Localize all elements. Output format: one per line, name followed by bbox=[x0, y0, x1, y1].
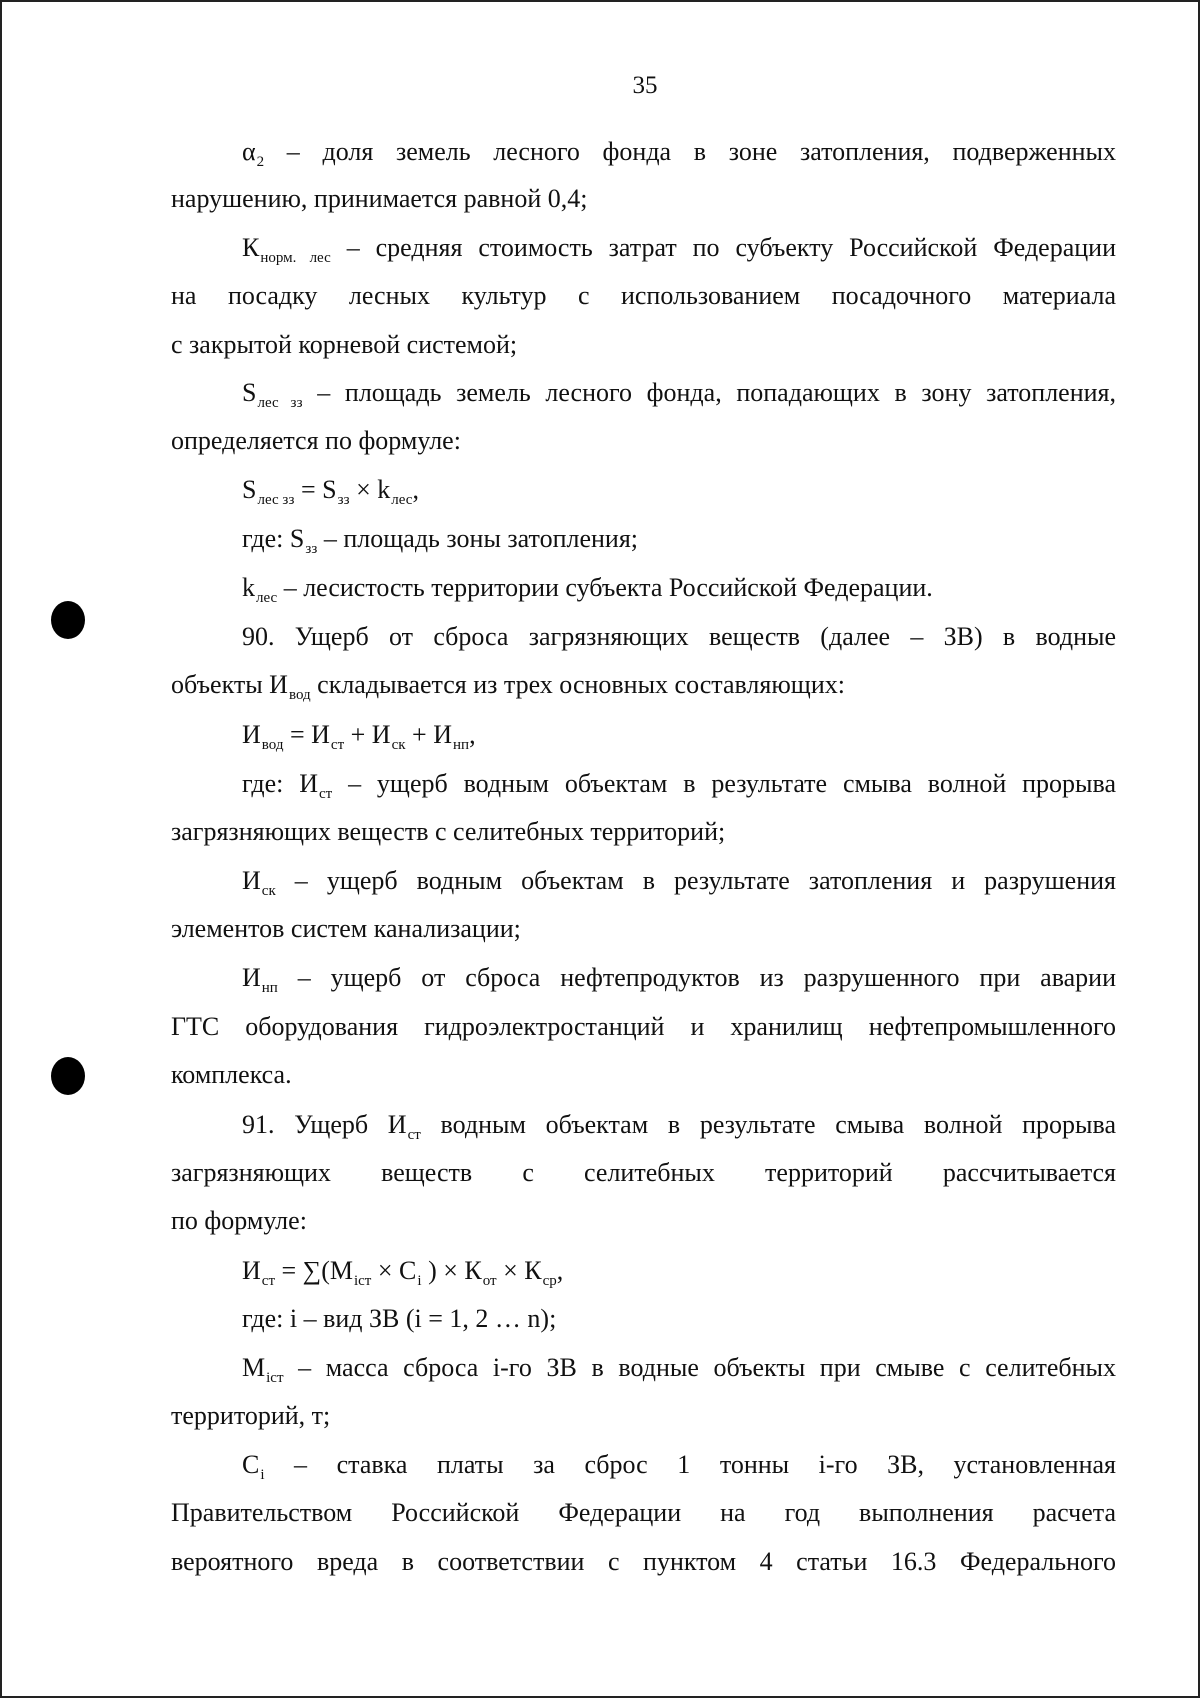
ci-line-2: Правительством Российской Федерации на год выполнения расчета bbox=[171, 1498, 1116, 1527]
formula-sles: $S_{лес зз} = S_{зз} \times k_{лес}$, bbox=[242, 475, 419, 508]
mist-line-1: $M_{iст}$ – масса сброса i-го ЗВ в водные объекты при смыве с селитебных bbox=[242, 1353, 1116, 1386]
p90-line-1: 90. Ущерб от сброса загрязняющих веществ (далее – ЗВ) в водные bbox=[242, 622, 1116, 651]
p91-line-3: по формуле: bbox=[171, 1206, 307, 1235]
where-szz: где: $S_{зз}$ – площадь зоны затопления; bbox=[242, 524, 639, 557]
p91-line-2: загрязняющих веществ с селитебных территорий рассчитывается bbox=[171, 1158, 1116, 1187]
where-ist-line-2: загрязняющих веществ с селитебных территорий; bbox=[171, 817, 726, 846]
inp-line-2: ГТС оборудования гидроэлектростанций и хранилищ нефтепромышленного bbox=[171, 1012, 1116, 1041]
knorm-line-1: $К_{норм. лес}$ – средняя стоимость затрат по субъекту Российской Федерации bbox=[242, 233, 1116, 266]
isk-line-1: $И_{ск}$ – ущерб водным объектам в результате затопления и разрушения bbox=[242, 866, 1116, 899]
inp-line-1: $И_{нп}$ – ущерб от сброса нефтепродуктов из разрушенного при аварии bbox=[242, 963, 1116, 996]
ci-line-1: $C_i$ – ставка платы за сброс 1 тонны i-го ЗВ, установленная bbox=[242, 1450, 1116, 1483]
where-ist-line-1: где: $И_{ст}$ – ущерб водным объектам в результате смыва волной прорыва bbox=[242, 769, 1116, 802]
where-i: где: i – вид ЗВ (i = 1, 2 … n); bbox=[242, 1304, 557, 1333]
alpha2-line-2: нарушению, принимается равной 0,4; bbox=[171, 184, 588, 213]
ci-line-3: вероятного вреда в соответствии с пунктом 4 статьи 16.3 Федерального bbox=[171, 1547, 1116, 1576]
isk-line-2: элементов систем канализации; bbox=[171, 914, 521, 943]
mist-line-2: территорий, т; bbox=[171, 1401, 331, 1430]
sles-line-2: определяется по формуле: bbox=[171, 426, 461, 455]
kles-line: $k_{лес}$ – лесистость территории субъекта Российской Федерации. bbox=[242, 573, 933, 606]
formula-ist: $И_{ст} = \sum(M_{iст} \times C_i$ ) × $К_{от} \times К_{ср}$, bbox=[242, 1256, 564, 1289]
knorm-line-2: на посадку лесных культур с использованием посадочного материала bbox=[171, 281, 1116, 310]
sles-line-1: $S_{лес зз}$ – площадь земель лесного фонда, попадающих в зону затопления, bbox=[242, 378, 1116, 411]
punch-hole bbox=[51, 1057, 85, 1095]
p90-line-2: объекты $И_{вод}$ складывается из трех основных составляющих: bbox=[171, 670, 845, 703]
p91-line-1: 91. Ущерб $И_{ст}$ водным объектам в результате смыва волной прорыва bbox=[242, 1110, 1116, 1143]
inp-line-3: комплекса. bbox=[171, 1060, 292, 1089]
alpha2-line-1: $\alpha_2$ – доля земель лесного фонда в зоне затопления, подверженных bbox=[242, 137, 1116, 170]
formula-ivod: $И_{вод} = И_{ст} + И_{ск} + И_{нп}$, bbox=[242, 720, 476, 753]
punch-hole bbox=[51, 601, 85, 639]
page-number: 35 bbox=[632, 72, 658, 99]
knorm-line-3: с закрытой корневой системой; bbox=[171, 330, 518, 359]
